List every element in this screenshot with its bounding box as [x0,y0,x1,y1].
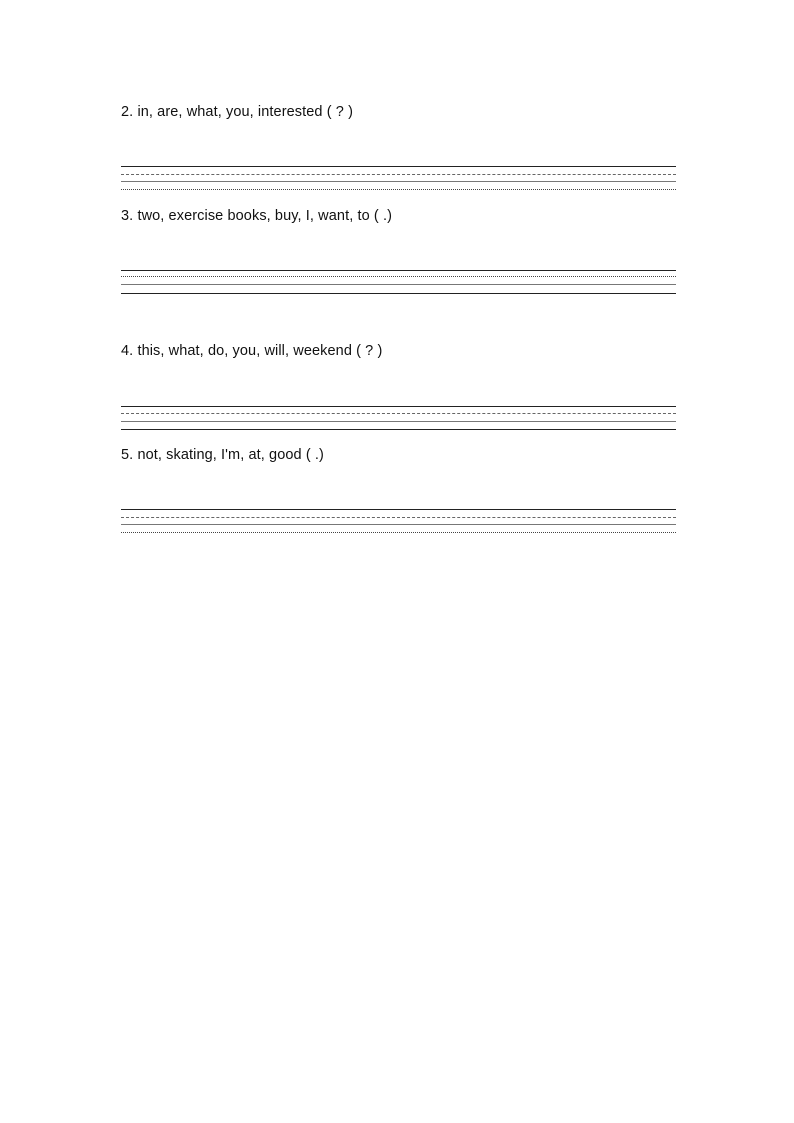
writing-line [121,524,676,525]
writing-line [121,270,676,271]
writing-line [121,189,676,190]
writing-line [121,293,676,294]
answer-lines-2[interactable] [121,166,676,190]
writing-line [121,509,676,510]
question-5 [121,446,324,464]
question-2 [121,103,353,121]
question-text: two, exercise books, buy, I, want, to ( .) [137,208,392,224]
question-text: this, what, do, you, will, weekend ( ? ) [137,343,383,359]
writing-line [121,166,676,167]
writing-line [121,181,676,182]
question-number: 4. [121,343,134,359]
answer-lines-5[interactable] [121,509,676,533]
writing-line [121,276,676,277]
question-number: 2. [121,104,134,120]
writing-line [121,429,676,430]
answer-lines-3[interactable] [121,270,676,294]
writing-line [121,406,676,407]
writing-line [121,413,676,414]
writing-line [121,532,676,533]
question-number: 3. [121,208,134,224]
question-text: not, skating, I'm, at, good ( .) [137,447,324,463]
writing-line [121,517,676,518]
question-4 [121,342,382,360]
answer-lines-4[interactable] [121,406,676,430]
writing-line [121,284,676,285]
question-text: in, are, what, you, interested ( ? ) [137,104,354,120]
question-number: 5. [121,447,134,463]
writing-line [121,174,676,175]
question-3 [121,207,392,225]
writing-line [121,421,676,422]
